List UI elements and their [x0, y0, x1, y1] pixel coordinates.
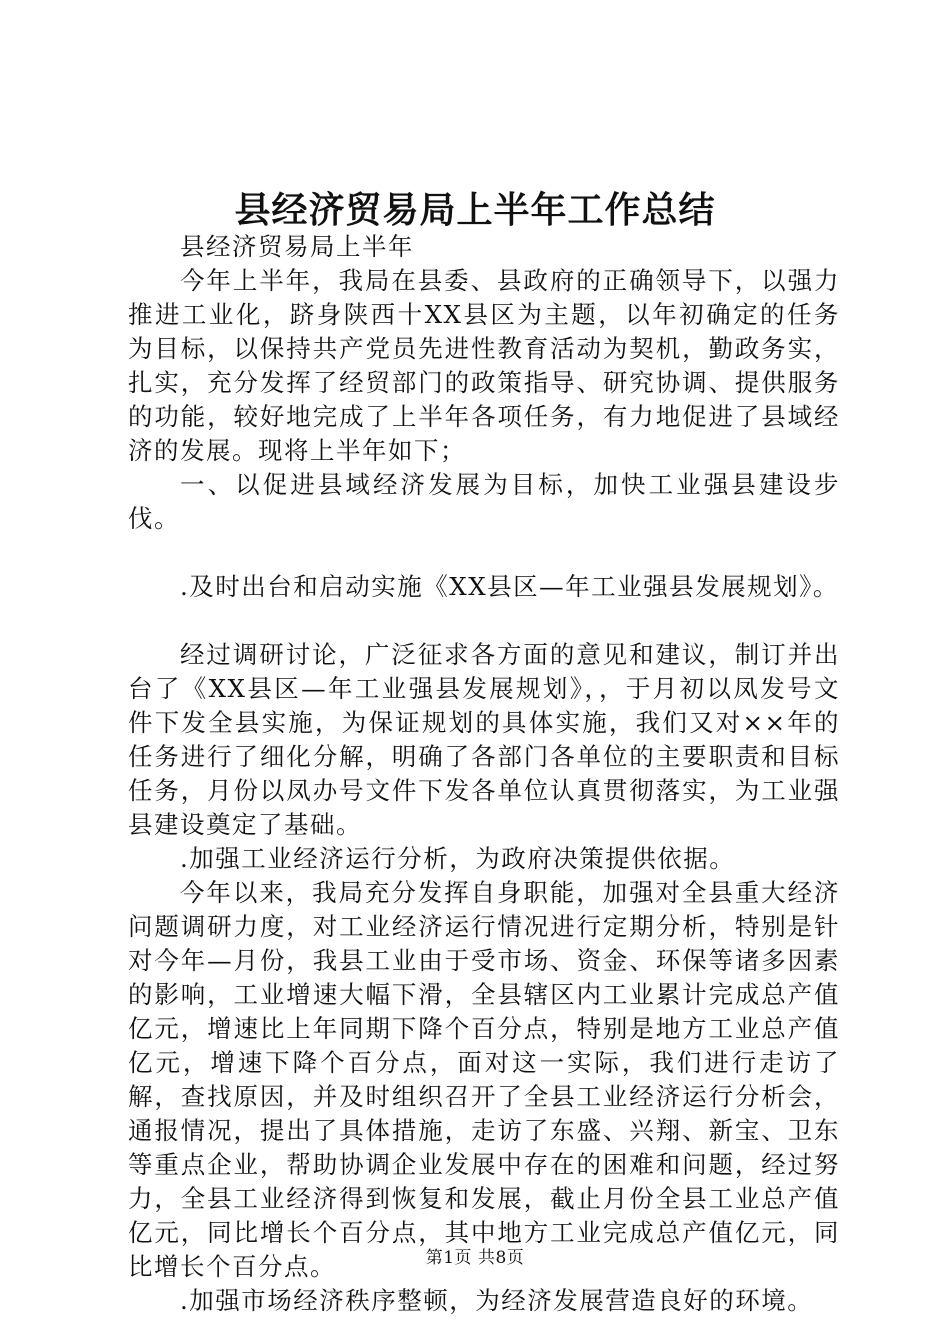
- page-footer: 第1页 共8页: [425, 1248, 525, 1268]
- paragraph-subtitle: 县经济贸易局上半年: [180, 232, 414, 261]
- section-heading-1: 一、以促进县域经济发展为目标，加快工业强县建设步伐。: [128, 470, 840, 533]
- subsection-heading-2: .加强工业经济运行分析，为政府决策提供依据。: [180, 844, 736, 873]
- paragraph-planning: 经过调研讨论，广泛征求各方面的意见和建议，制订并出台了《XX县区—年工业强县发展规划》，，于月初以凤发号文件下发全县实施，为保证规划的具体实施，我们又对××年的任务进行了细化分解，明确了各部门各单位的主要职责和目标任务，月份以凤办号文件下发各单位认真贯彻落实，为工业强县建设奠定了基础。: [128, 640, 840, 839]
- paragraph-analysis: 今年以来，我局充分发挥自身职能，加强对全县重大经济问题调研力度，对工业经济运行情况进行定期分析，特别是针对今年—月份，我县工业由于受市场、资金、环保等诸多因素的影响，工业增速大幅下滑，全县辖区内工业累计完成总产值亿元，增速比上年同期下降个百分点，特别是地方工业总产值亿元，增速下降个百分点，面对这一实际，我们进行走访了解，查找原因，并及时组织召开了全县工业经济运行分析会，通报情况，提出了具体措施，走访了东盛、兴翔、新宝、卫东等重点企业，帮助协调企业发展中存在的困难和问题，经过努力，全县工业经济得到恢复和发展，截止月份全县工业总产值亿元，同比增长个百分点，其中地方工业完成总产值亿元，同比增长个百分点。: [128, 878, 840, 1281]
- document-body: [128, 230, 840, 1318]
- paragraph-intro: 今年上半年，我局在县委、县政府的正确领导下，以强力推进工业化，跻身陕西十XX县区为主题，以年初确定的任务为目标，以保持共产党员先进性教育活动为契机，勤政务实，扎实，充分发挥了经贸部门的政策指导、研究协调、提供服务的功能，较好地完成了上半年各项任务，有力地促进了县域经济的发展。现将上半年如下；: [128, 266, 840, 465]
- subsection-heading-1: .及时出台和启动实施《XX县区—年工业强县发展规划》。: [180, 572, 839, 601]
- subsection-heading-3: .加强市场经济秩序整顿，为经济发展营造良好的环境。: [180, 1286, 814, 1315]
- document-title: 县经济贸易局上半年工作总结: [234, 189, 716, 231]
